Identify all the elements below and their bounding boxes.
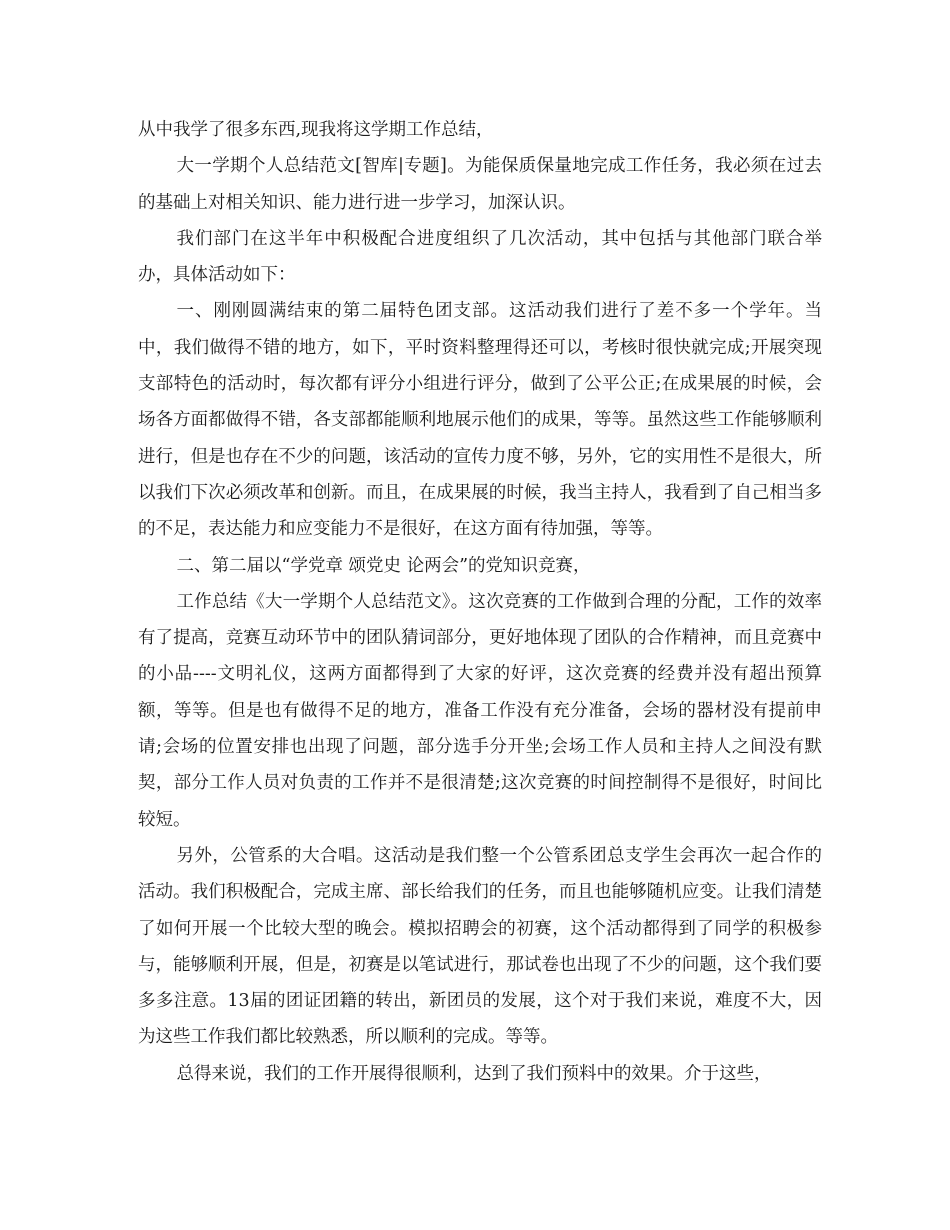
paragraph-7: 另外，公管系的大合唱。这活动是我们整一个公管系团总支学生会再次一起合作的活动。我们积极配合，完成主席、部长给我们的任务，而且也能够随机应变。让我们清楚了如何开展一个比较大型的晚会。模拟招聘会的初赛，这个活动都得到了同学的积极参与，能够顺利开展，但是，初赛是以笔试进行，那试卷也出现了不少的问题，这个我们要多多注意。13届的团证团籍的转出，新团员的发展，这个对于我们来说，难度不大，因为这些工作我们都比较熟悉，所以顺利的完成。等等。 [138, 845, 822, 1048]
paragraph-6: 工作总结《大一学期个人总结范文》。这次竞赛的工作做到合理的分配，工作的效率有了提高，竞赛互动环节中的团队猜词部分，更好地体现了团队的合作精神，而且竞赛中的小品----文明礼仪，这两方面都得到了大家的好评，这次竞赛的经费并没有超出预算额，等等。但是也有做得不足的地方，准备工作没有充分准备，会场的器材没有提前申请;会场的位置安排也出现了问题，部分选手分开坐;会场工作人员和主持人之间没有默契，部分工作人员对负责的工作并不是很清楚;这次竞赛的时间控制得不是很好，时间比较短。 [138, 591, 822, 830]
paragraph-8: 总得来说，我们的工作开展得很顺利，达到了我们预料中的效果。介于这些， [176, 1063, 772, 1084]
paragraph-4: 一、刚刚圆满结束的第二届特色团支部。这活动我们进行了差不多一个学年。当中，我们做得不错的地方，如下，平时资料整理得还可以，考核时很快就完成;开展突现支部特色的活动时，每次都有评分小组进行评分，做到了公平公正;在成果展的时候，会场各方面都做得不错，各支部都能顺利地展示他们的成果，等等。虽然这些工作能够顺利进行，但是也存在不少的问题，该活动的宣传力度不够，另外，它的实用性不是很大，所以我们下次必须改革和创新。而且，在成果展的时候，我当主持人，我看到了自己相当多的不足，表达能力和应变能力不是很好，在这方面有待加强，等等。 [138, 301, 822, 540]
paragraph-3: 我们部门在这半年中积极配合进度组织了几次活动，其中包括与其他部门联合举办，具体活动如下： [138, 228, 822, 286]
paragraph-2: 大一学期个人总结范文[智库|专题]。为能保质保量地完成工作任务，我必须在过去的基础上对相关知识、能力进行进一步学习，加深认识。 [138, 156, 822, 213]
paragraph-1: 从中我学了很多东西,现我将这学期工作总结， [138, 120, 494, 140]
paragraph-5-heading: 二、第二届以“学党章 颂党史 论两会”的党知识竞赛， [176, 555, 591, 576]
document-body [138, 112, 822, 1092]
